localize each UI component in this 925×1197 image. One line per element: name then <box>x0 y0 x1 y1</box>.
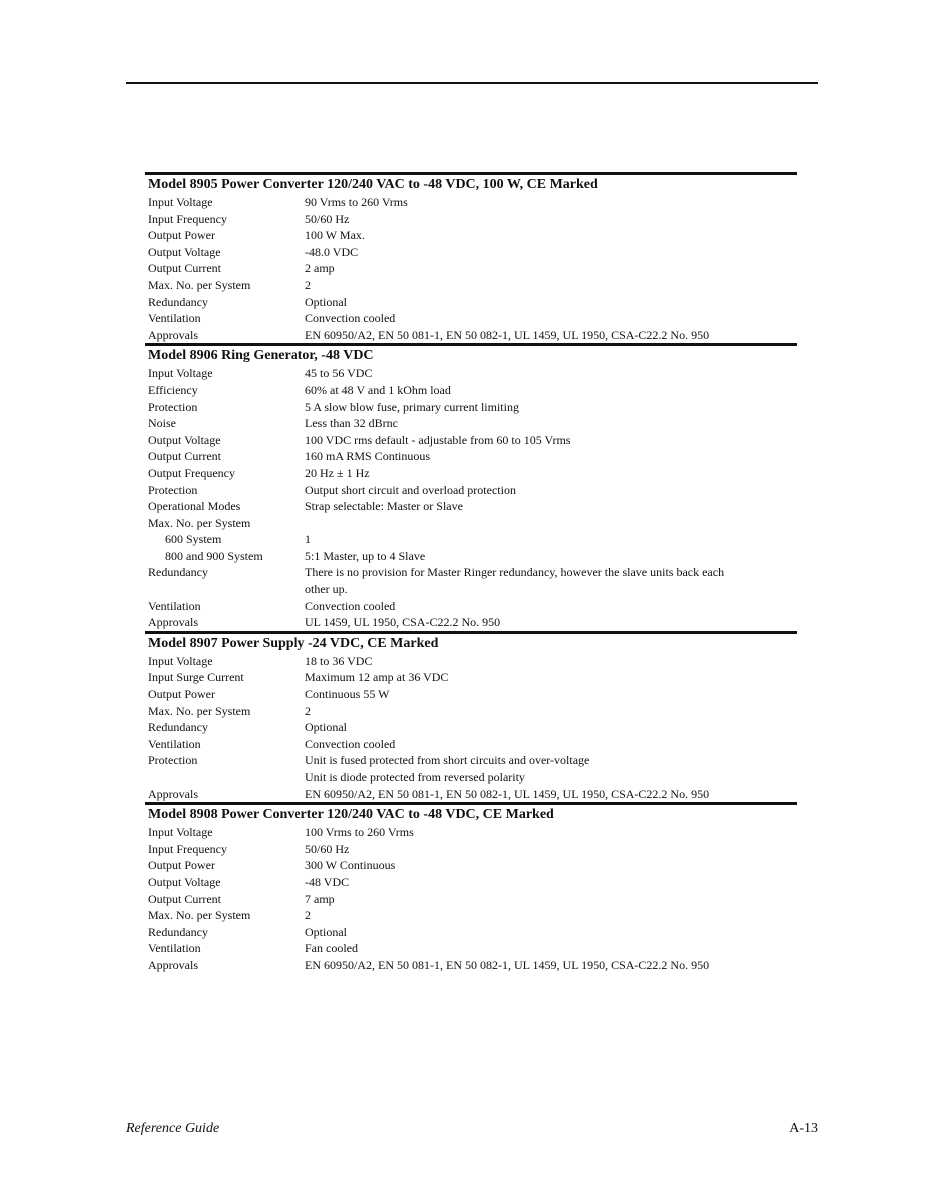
spec-value-line: -48.0 VDC <box>305 244 359 259</box>
spec-row <box>145 244 797 261</box>
spec-value <box>305 786 797 803</box>
spec-label: Output Current <box>148 449 221 464</box>
spec-row <box>145 465 797 482</box>
spec-row <box>145 531 797 548</box>
spec-value-line: other up. <box>305 582 348 597</box>
spec-row <box>145 669 797 686</box>
spec-value-line: Less than 32 dBrnc <box>305 416 398 431</box>
spec-row <box>145 719 797 736</box>
spec-tables <box>145 172 797 974</box>
section-title: Model 8905 Power Converter 120/240 VAC to -48 VDC, 100 W, CE Marked <box>148 177 598 192</box>
spec-value <box>305 515 797 532</box>
spec-row <box>145 448 797 465</box>
spec-value <box>305 244 797 261</box>
spec-value-line: 7 amp <box>305 891 335 906</box>
spec-label: Approvals <box>148 615 198 630</box>
spec-value-line: Convection cooled <box>305 598 396 613</box>
spec-row <box>145 294 797 311</box>
spec-value <box>305 327 797 344</box>
spec-row <box>145 382 797 399</box>
spec-value <box>305 736 797 753</box>
header-rule <box>126 82 818 84</box>
spec-label: Input Frequency <box>148 211 227 226</box>
spec-label: Ventilation <box>148 736 201 751</box>
spec-label: Ventilation <box>148 311 201 326</box>
spec-row <box>145 907 797 924</box>
spec-row <box>145 824 797 841</box>
spec-value <box>305 211 797 228</box>
spec-row <box>145 310 797 327</box>
spec-value-line: 100 VDC rms default - adjustable from 60 to 105 Vrms <box>305 432 571 447</box>
spec-label: Output Current <box>148 261 221 276</box>
section-title: Model 8906 Ring Generator, -48 VDC <box>148 348 374 364</box>
spec-row <box>145 227 797 244</box>
spec-row <box>145 786 797 803</box>
spec-label: Input Surge Current <box>148 670 244 685</box>
spec-row <box>145 482 797 499</box>
spec-value <box>305 260 797 277</box>
spec-value-line: Fan cooled <box>305 941 358 956</box>
spec-row <box>145 752 797 785</box>
spec-label: Input Voltage <box>148 653 213 668</box>
spec-row <box>145 686 797 703</box>
spec-label: Approvals <box>148 327 198 342</box>
spec-label: Protection <box>148 399 198 414</box>
spec-section <box>145 631 797 802</box>
spec-value <box>305 465 797 482</box>
spec-row <box>145 194 797 211</box>
spec-row <box>145 736 797 753</box>
spec-label: Noise <box>148 416 176 431</box>
spec-value-line: 2 <box>305 277 311 292</box>
spec-row <box>145 614 797 631</box>
spec-value <box>305 365 797 382</box>
spec-value-line: Maximum 12 amp at 36 VDC <box>305 670 449 685</box>
spec-value <box>305 564 797 597</box>
spec-label: Max. No. per System <box>148 277 251 292</box>
spec-value-line: 100 Vrms to 260 Vrms <box>305 825 414 840</box>
spec-value <box>305 614 797 631</box>
spec-row <box>145 703 797 720</box>
spec-value-line: Optional <box>305 294 347 309</box>
spec-value-line: 60% at 48 V and 1 kOhm load <box>305 382 451 397</box>
spec-value-line: 45 to 56 VDC <box>305 366 373 381</box>
spec-label: Output Frequency <box>148 465 235 480</box>
spec-value-line: EN 60950/A2, EN 50 081-1, EN 50 082-1, UL 1459, UL 1950, CSA-C22.2 No. 950 <box>305 786 710 801</box>
spec-label: Input Frequency <box>148 841 227 856</box>
spec-value <box>305 531 797 548</box>
spec-value-line: 90 Vrms to 260 Vrms <box>305 195 408 209</box>
spec-value-line: Optional <box>305 924 347 939</box>
spec-value <box>305 498 797 515</box>
spec-row <box>145 653 797 670</box>
spec-row <box>145 924 797 941</box>
spec-row <box>145 857 797 874</box>
spec-value <box>305 719 797 736</box>
spec-value <box>305 924 797 941</box>
spec-label: Output Power <box>148 687 215 702</box>
spec-label: Operational Modes <box>148 499 241 514</box>
spec-value <box>305 227 797 244</box>
spec-value-line: 300 W Continuous <box>305 858 396 873</box>
spec-value <box>305 310 797 327</box>
spec-label: Redundancy <box>148 720 208 735</box>
spec-value <box>305 432 797 449</box>
spec-value-line: Unit is fused protected from short circuits and over-voltage <box>305 753 590 768</box>
spec-section <box>145 343 797 631</box>
spec-row <box>145 399 797 416</box>
spec-value <box>305 448 797 465</box>
spec-value <box>305 482 797 499</box>
spec-value-line: UL 1459, UL 1950, CSA-C22.2 No. 950 <box>305 615 501 630</box>
spec-value <box>305 752 797 785</box>
section-title: Model 8907 Power Supply -24 VDC, CE Marked <box>148 635 439 651</box>
spec-value-line: EN 60950/A2, EN 50 081-1, EN 50 082-1, UL 1459, UL 1950, CSA-C22.2 No. 950 <box>305 957 710 972</box>
spec-row <box>145 891 797 908</box>
spec-value-line: Convection cooled <box>305 736 396 751</box>
spec-row <box>145 277 797 294</box>
spec-value-line: Unit is diode protected from reversed polarity <box>305 770 525 784</box>
spec-value-line: 5:1 Master, up to 4 Slave <box>305 548 426 563</box>
spec-value-line: 160 mA RMS Continuous <box>305 449 431 464</box>
spec-value <box>305 653 797 670</box>
spec-value-line: Optional <box>305 720 347 735</box>
spec-label: 800 and 900 System <box>165 548 263 563</box>
spec-row <box>145 498 797 515</box>
page-number: A-13 <box>789 1121 818 1136</box>
spec-value-line: 50/60 Hz <box>305 841 350 856</box>
spec-label: Max. No. per System <box>148 703 251 718</box>
spec-value-line: 100 W Max. <box>305 228 365 243</box>
spec-value <box>305 548 797 565</box>
spec-value <box>305 891 797 908</box>
spec-value <box>305 399 797 416</box>
spec-value-line: 2 amp <box>305 261 335 276</box>
spec-label: Efficiency <box>148 382 198 397</box>
spec-value <box>305 957 797 974</box>
spec-label: Ventilation <box>148 598 201 613</box>
spec-value <box>305 415 797 432</box>
spec-row <box>145 365 797 382</box>
spec-row <box>145 874 797 891</box>
spec-value-line: 18 to 36 VDC <box>305 653 373 668</box>
spec-row <box>145 564 797 597</box>
spec-label: Redundancy <box>148 294 208 309</box>
spec-row <box>145 327 797 344</box>
spec-value <box>305 857 797 874</box>
spec-value <box>305 382 797 399</box>
spec-label: Ventilation <box>148 941 201 956</box>
spec-label: Input Voltage <box>148 825 213 840</box>
spec-label: Output Voltage <box>148 244 221 259</box>
spec-value-line: Strap selectable: Master or Slave <box>305 499 463 514</box>
spec-row <box>145 432 797 449</box>
spec-row <box>145 415 797 432</box>
spec-value-line: -48 VDC <box>305 874 350 889</box>
spec-value <box>305 669 797 686</box>
spec-label: Output Power <box>148 228 215 243</box>
spec-label: Input Voltage <box>148 366 213 381</box>
spec-value <box>305 598 797 615</box>
spec-row <box>145 598 797 615</box>
spec-label: Protection <box>148 482 198 497</box>
spec-label: Output Voltage <box>148 874 221 889</box>
spec-row <box>145 515 797 532</box>
spec-label: Approvals <box>148 786 198 801</box>
spec-value <box>305 940 797 957</box>
spec-row <box>145 957 797 974</box>
spec-value-line: 5 A slow blow fuse, primary current limiting <box>305 399 519 414</box>
spec-row <box>145 940 797 957</box>
spec-label: Output Current <box>148 891 221 906</box>
footer-title: Reference Guide <box>126 1121 220 1136</box>
spec-label: Output Power <box>148 858 215 873</box>
spec-section <box>145 172 797 343</box>
spec-value <box>305 703 797 720</box>
spec-label: Redundancy <box>148 565 208 580</box>
spec-row <box>145 211 797 228</box>
spec-value-line: There is no provision for Master Ringer redundancy, however the slave units back each <box>305 565 725 580</box>
section-title: Model 8908 Power Converter 120/240 VAC to -48 VDC, CE Marked <box>148 807 554 823</box>
spec-value <box>305 294 797 311</box>
spec-label: Redundancy <box>148 924 208 939</box>
spec-value-line: Convection cooled <box>305 311 396 326</box>
spec-value <box>305 277 797 294</box>
spec-label: Input Voltage <box>148 195 213 209</box>
spec-value-line: 50/60 Hz <box>305 211 350 226</box>
spec-label: Approvals <box>148 957 198 972</box>
spec-value-line: 2 <box>305 908 311 923</box>
spec-label: Protection <box>148 753 198 768</box>
spec-label: 600 System <box>165 532 222 547</box>
spec-value-line: EN 60950/A2, EN 50 081-1, EN 50 082-1, UL 1459, UL 1950, CSA-C22.2 No. 950 <box>305 327 710 342</box>
spec-label: Max. No. per System <box>148 908 251 923</box>
spec-value <box>305 194 797 211</box>
spec-value <box>305 686 797 703</box>
spec-value <box>305 824 797 841</box>
spec-value <box>305 841 797 858</box>
spec-value-line: 20 Hz ± 1 Hz <box>305 465 370 480</box>
spec-section <box>145 802 797 973</box>
spec-label: Max. No. per System <box>148 515 251 530</box>
spec-label: Output Voltage <box>148 432 221 447</box>
spec-row <box>145 841 797 858</box>
spec-value-line <box>305 515 797 532</box>
spec-value <box>305 874 797 891</box>
spec-value-line: 1 <box>305 532 311 547</box>
spec-value-line: Continuous 55 W <box>305 687 390 702</box>
spec-row <box>145 260 797 277</box>
spec-value-line: 2 <box>305 703 311 718</box>
spec-value-line: Output short circuit and overload protection <box>305 482 516 497</box>
spec-row <box>145 548 797 565</box>
spec-value <box>305 907 797 924</box>
